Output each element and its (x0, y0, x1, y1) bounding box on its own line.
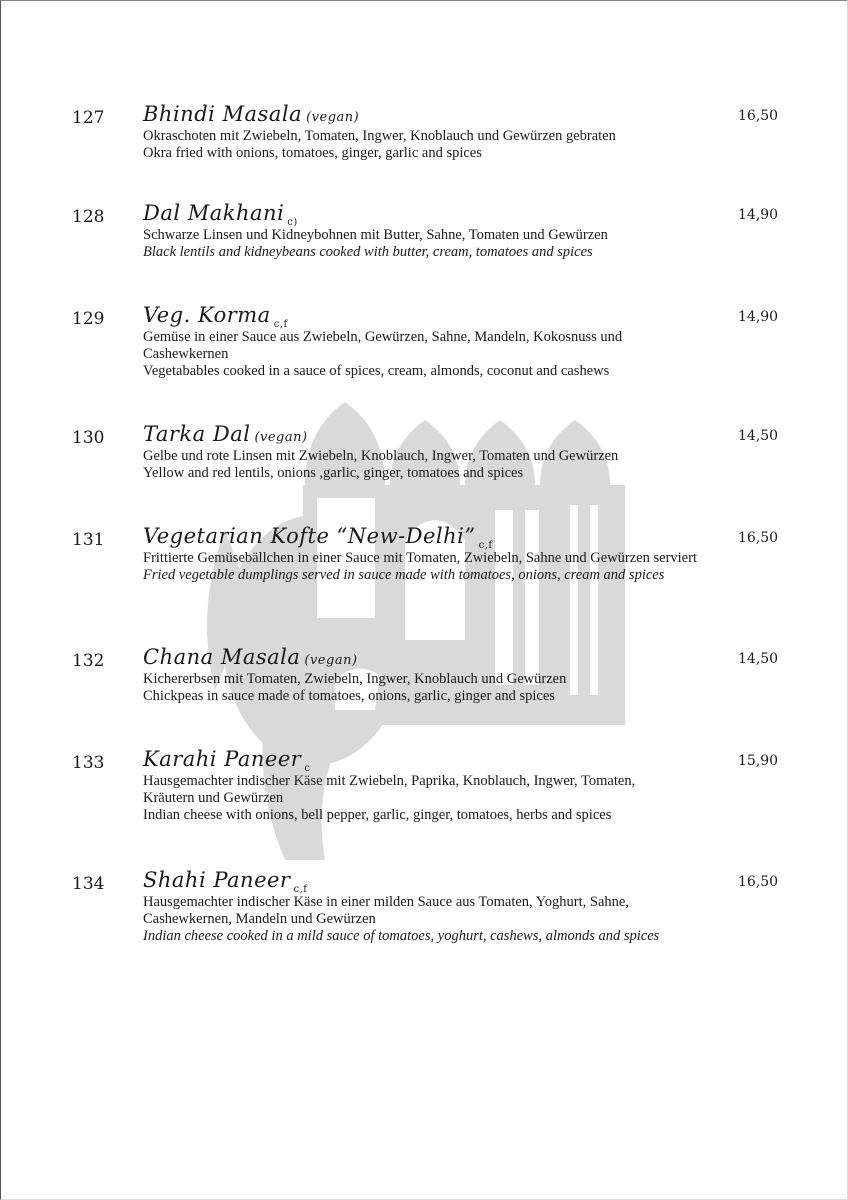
description-english: Black lentils and kidneybeans cooked with butter, cream, tomatoes and spices (143, 244, 593, 260)
item-name-text: Veg. Korma (143, 303, 271, 327)
item-number: 134 (72, 874, 105, 894)
item-name-text: Shahi Paneer (143, 868, 291, 892)
item-name-text: Tarka Dal (143, 422, 251, 446)
item-price: 16,50 (738, 108, 779, 124)
item-name-text: Bhindi Masala (143, 102, 303, 126)
item-price: 16,50 (738, 530, 779, 546)
description-german: Frittierte Gemüsebällchen in einer Sauce mit Tomaten, Zwiebeln, Sahne und Gewürzen serviert (143, 550, 697, 566)
description-english: Okra fried with onions, tomatoes, ginger, garlic and spices (143, 145, 482, 161)
item-description (143, 550, 703, 584)
item-allergens: c) (287, 217, 298, 228)
item-number: 130 (72, 428, 105, 448)
item-number: 133 (72, 753, 105, 773)
description-german: Okraschoten mit Zwiebeln, Tomaten, Ingwer, Knoblauch und Gewürzen gebraten (143, 128, 616, 144)
description-german: Gemüse in einer Sauce aus Zwiebeln, Gewürzen, Sahne, Mandeln, Kokosnuss und Cashewkernen (143, 329, 623, 362)
item-price: 15,90 (738, 753, 779, 769)
item-number: 129 (72, 309, 105, 329)
item-number: 132 (72, 651, 105, 671)
item-number: 128 (72, 207, 105, 227)
item-name (143, 201, 298, 228)
item-name (143, 422, 308, 446)
item-name (143, 102, 359, 126)
item-price: 14,90 (738, 309, 779, 325)
description-english: Fried vegetable dumplings served in sauce made with tomatoes, onions, cream and spices (143, 567, 665, 583)
description-english: Yellow and red lentils, onions ,garlic, ginger, tomatoes and spices (143, 465, 524, 481)
item-allergens: c,f (478, 540, 493, 551)
item-name-text: Chana Masala (143, 645, 301, 669)
item-price: 16,50 (738, 874, 779, 890)
description-german: Schwarze Linsen und Kidneybohnen mit Butter, Sahne, Tomaten und Gewürzen (143, 227, 608, 243)
description-english: Chickpeas in sauce made of tomatoes, onions, garlic, ginger and spices (143, 688, 555, 704)
item-allergens: c,f (273, 319, 288, 330)
item-tag: (vegan) (254, 430, 308, 445)
item-price: 14,50 (738, 651, 779, 667)
description-german: Gelbe und rote Linsen mit Zwiebeln, Knoblauch, Ingwer, Tomaten und Gewürzen (143, 448, 619, 464)
description-english: Indian cheese with onions, bell pepper, garlic, ginger, tomatoes, herbs and spices (143, 807, 612, 823)
description-english: Vegetabables cooked in a sauce of spices, cream, almonds, coconut and cashews (143, 363, 610, 379)
item-tag: (vegan) (306, 110, 360, 125)
description-english: Indian cheese cooked in a mild sauce of tomatoes, yoghurt, cashews, almonds and spices (143, 928, 660, 944)
item-description (143, 773, 688, 824)
item-name-text: Dal Makhani (143, 201, 285, 225)
item-name (143, 303, 288, 330)
description-german: Hausgemachter indischer Käse mit Zwiebeln, Paprika, Knoblauch, Ingwer, Tomaten, Kräutern und Gewürzen (143, 773, 636, 806)
item-name (143, 747, 310, 774)
item-number: 131 (72, 530, 105, 550)
item-description (143, 671, 723, 705)
item-allergens: c (304, 763, 311, 774)
item-description (143, 329, 683, 380)
item-tag: (vegan) (304, 653, 358, 668)
item-name-text: Vegetarian Kofte “New-Delhi” (143, 524, 476, 548)
item-allergens: c,f (293, 884, 308, 895)
item-name-text: Karahi Paneer (143, 747, 302, 771)
item-description (143, 448, 723, 482)
item-name (143, 868, 307, 895)
item-number: 127 (72, 108, 105, 128)
item-price: 14,90 (738, 207, 779, 223)
item-price: 14,50 (738, 428, 779, 444)
item-name (143, 645, 358, 669)
item-description (143, 227, 723, 261)
item-description (143, 894, 718, 945)
description-german: Hausgemachter indischer Käse in einer milden Sauce aus Tomaten, Yoghurt, Sahne, Cashewkernen, Mandeln und Gewürzen (143, 894, 629, 927)
description-german: Kichererbsen mit Tomaten, Zwiebeln, Ingwer, Knoblauch und Gewürzen (143, 671, 567, 687)
item-name (143, 524, 493, 551)
item-description (143, 128, 723, 162)
